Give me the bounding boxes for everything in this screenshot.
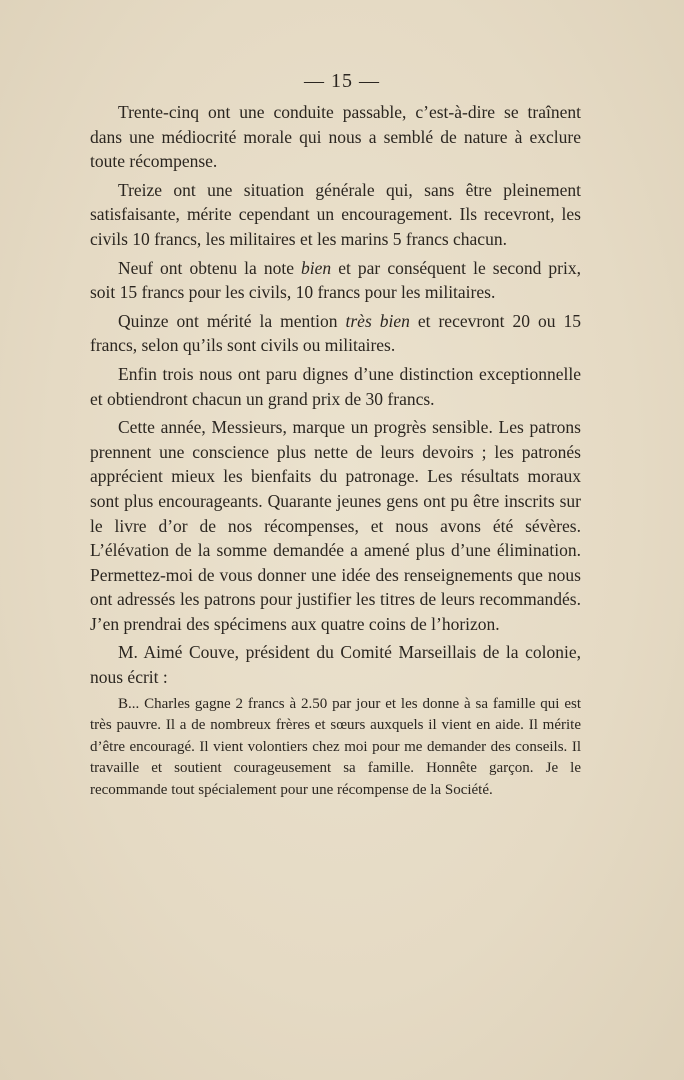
paragraph: Enfin trois nous ont paru dignes d’une distinction exceptionnelle et obtiendront chacun un grand prix de 30 francs. bbox=[90, 363, 581, 409]
quoted-letter: B... Charles gagne 2 francs à 2.50 par jour et les donne à sa famille qui est très pauvre. Il a de nombreux frères et sœurs auxquels il vient en aide. Il mérite d’être encouragé. Il vient volontiers chez moi pour me demander des conseils. Il travaille et soutient courageusement sa famille. Honnête garçon. Je le recommande tout spécialement pour une récompense de la Société. bbox=[90, 695, 581, 799]
paragraph: Trente-cinq ont une conduite passable, c’est-à-dire se traînent dans une médiocrité morale qui nous a semblé de nature à exclure toute récompense. bbox=[90, 102, 581, 172]
paragraph bbox=[90, 309, 581, 358]
paragraph-text: et par conséquent le second prix, soit 15 francs pour les civils, 10 francs pour les militaires. bbox=[90, 257, 582, 303]
body-text bbox=[90, 100, 581, 802]
paragraph-text: et recevront 20 ou 15 francs, selon qu’ils sont civils ou militaires. bbox=[90, 310, 581, 356]
paragraph bbox=[90, 256, 581, 305]
paragraph-text: Neuf ont obtenu la note bbox=[118, 257, 302, 278]
page-number: — 15 — bbox=[304, 70, 380, 92]
emphasis: bien bbox=[301, 257, 332, 278]
emphasis: très bien bbox=[345, 310, 410, 331]
paragraph: Cette année, Messieurs, marque un progrès sensible. Les patrons prennent une conscience plus nette de leurs devoirs ; les patronés apprécient mieux les bienfaits du patronage. Les résultats moraux sont plus encourageants. Quarante jeunes gens ont pu être inscrits sur le livre d’or de nos récompenses, et nous avons été sévères. L’élévation de la somme demandée a amené plus d’une élimination. Permettez-moi de vous donner une idée des renseignements que nous ont adressés les patrons pour justifier les titres de leurs recommandés. J’en prendrai des spécimens aux quatre coins de l’horizon. bbox=[90, 417, 581, 634]
paragraph: Treize ont une situation générale qui, sans être pleinement satisfaisante, mérite cependant un encouragement. Ils recevront, les civils 10 francs, les militaires et les marins 5 francs chacun. bbox=[90, 179, 581, 249]
paragraph-text: Quinze ont mérité la mention bbox=[118, 310, 346, 331]
paragraph: M. Aimé Couve, président du Comité Marseillais de la colonie, nous écrit : bbox=[90, 642, 581, 688]
